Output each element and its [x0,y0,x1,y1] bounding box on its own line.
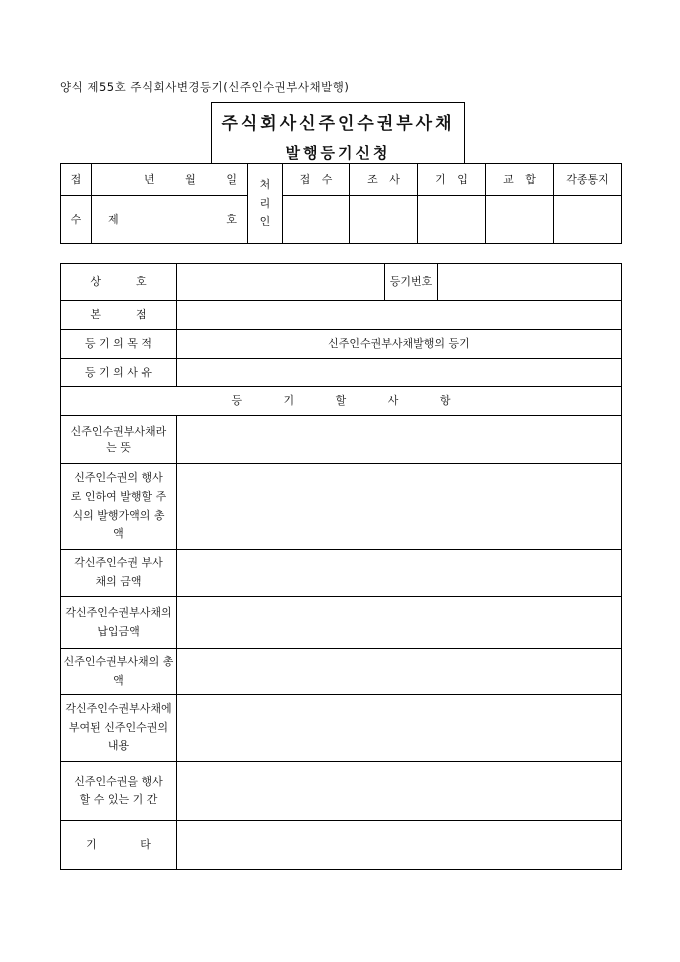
reception-date-cell[interactable] [92,164,248,196]
inspection-stamp-box[interactable] [350,196,418,244]
form-title-box [211,102,465,163]
item-field[interactable] [177,416,622,464]
item-field[interactable] [177,821,622,870]
item-label: 신주인수권부사채의 총 액 [61,649,177,695]
purpose-value: 신주인수권부사채발행의 등기 [177,330,622,359]
section-header: 등 기 할 사 항 [61,387,622,416]
registration-number-label: 등기번호 [385,264,438,301]
form-number-header: 양식 제55호 주식회사변경등기(신주인수권부사채발행) [60,80,350,94]
number-prefix: 제 [108,212,119,226]
item-field[interactable] [177,762,622,821]
head-office-label: 본 점 [61,301,177,330]
month-label: 월 [185,172,196,186]
col-header-inspection: 조 사 [350,164,418,196]
entry-stamp-box[interactable] [418,196,486,244]
year-label: 년 [144,172,155,186]
processor-char-1: 처 [259,177,271,191]
notifications-stamp-box[interactable] [554,196,622,244]
item-label: 신주인수권을 행사할 수 있는 기 간 [61,762,177,821]
form-title-line1: 주식회사신주인수권부사채 [221,114,455,134]
processor-char-3: 인 [259,215,271,229]
item-label: 신주인수권의 행사로 인하여 발행할 주식의 발행가액의 총액 [61,464,177,550]
processor-label-cell [248,164,283,244]
reception-table [60,163,622,244]
reception-number-cell[interactable] [92,196,248,244]
reception-label-top: 접 [61,164,92,196]
reason-field[interactable] [177,359,622,387]
item-field[interactable] [177,649,622,695]
item-label: 각신주인수권부사채에 부여된 신주인수권의 내용 [61,695,177,762]
reason-label: 등 기 의 사 유 [61,359,177,387]
item-field[interactable] [177,695,622,762]
col-header-receipt: 접 수 [283,164,350,196]
purpose-label: 등 기 의 목 적 [61,330,177,359]
item-field[interactable] [177,550,622,597]
registration-details-table [60,263,622,870]
item-label: 각신주인수권부사채의 납입금액 [61,597,177,649]
head-office-field[interactable] [177,301,622,330]
item-label: 기 타 [61,821,177,870]
registration-number-field[interactable] [438,264,622,301]
item-field[interactable] [177,464,622,550]
processor-char-2: 리 [259,196,271,210]
day-label: 일 [226,172,237,186]
col-header-entry: 기 입 [418,164,486,196]
form-title-line2: 발행등기신청 [285,144,391,162]
receipt-stamp-box[interactable] [283,196,350,244]
company-name-field[interactable] [177,264,385,301]
number-suffix: 호 [226,212,237,226]
col-header-collation: 교 합 [486,164,554,196]
item-label: 각신주인수권 부사채의 금액 [61,550,177,597]
company-name-label: 상 호 [61,264,177,301]
reception-label-bottom: 수 [61,196,92,244]
item-field[interactable] [177,597,622,649]
item-label: 신주인수권부사채라는 뜻 [61,416,177,464]
col-header-notifications: 각종통지 [554,164,622,196]
collation-stamp-box[interactable] [486,196,554,244]
